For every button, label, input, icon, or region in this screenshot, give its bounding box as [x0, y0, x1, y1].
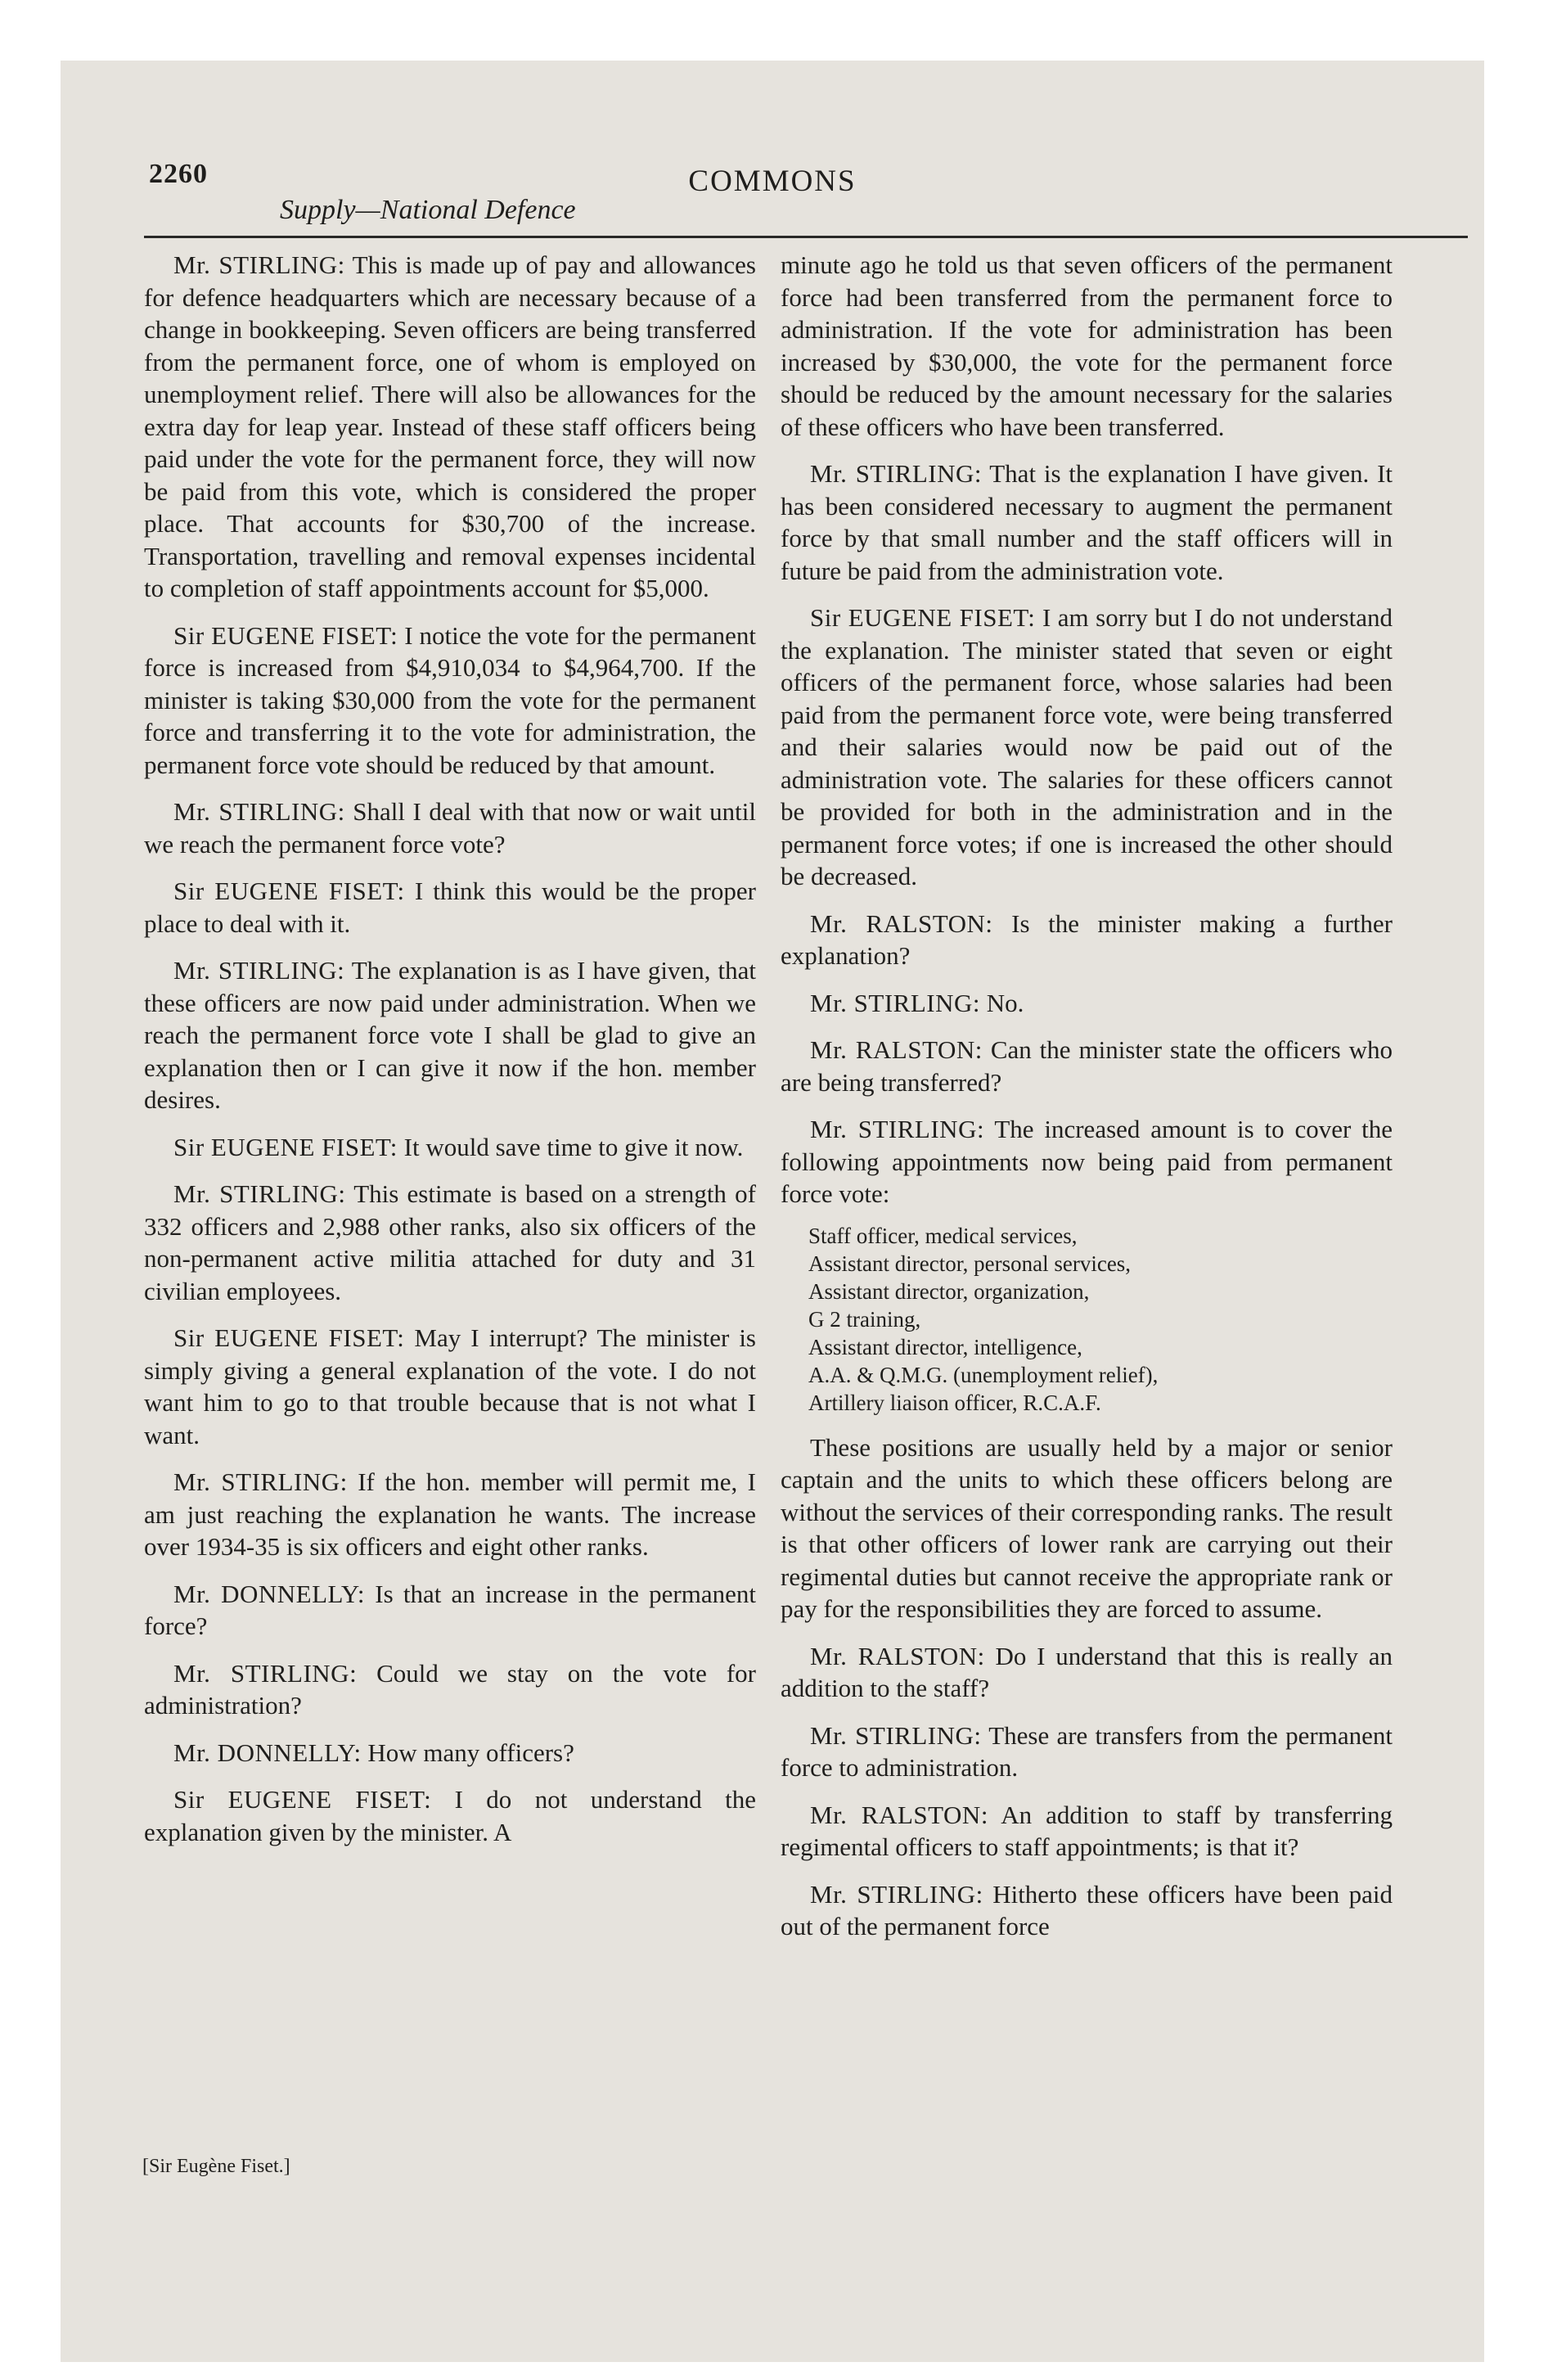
- header-rule: [144, 236, 1468, 238]
- list-item: A.A. & Q.M.G. (unemployment relief),: [808, 1362, 1159, 1387]
- speaker-name: Sir EUGENE FISET:: [810, 603, 1036, 632]
- speech-text: Can the minister state the officers who are being transferred?: [781, 1035, 1393, 1097]
- speech-text: This is made up of pay and allowances for defence headquarters which are necessary because of a change in bookkeeping. Seven officers are being transferred from the permanent force, one of whom is employed on unemployment relief. There will also be allowances for the extra day for leap year. Instead of these staff officers being paid under the vote for the permanent force, they will now be paid from this vote, which is considered the proper place. That accounts for $30,700 of the increase. Transportation, travelling and removal expenses incidental to completion of staff appointments account for $5,000.: [144, 250, 756, 602]
- speech-text: Hitherto these officers have been paid out of the permanent force: [781, 1879, 1393, 1941]
- paragraph: [144, 875, 756, 940]
- paragraph: [144, 620, 756, 782]
- speaker-name: Mr. RALSTON:: [810, 908, 993, 938]
- paragraph: [144, 1322, 756, 1451]
- speech-text: I think this would be the proper place to deal with it.: [144, 877, 756, 938]
- paragraph: [144, 1466, 756, 1563]
- list-item: Artillery liaison officer, R.C.A.F.: [808, 1390, 1101, 1415]
- continuation-paragraph: minute ago he told us that seven officers of the permanent force had been transferred from the permanent force to administration. If the vote for administration has been increased by $30,000, the vote for the permanent force should be reduced by the amount necessary for the salaries of these officers who have been transferred.: [781, 250, 1393, 441]
- speech-text: It would save time to give it now.: [403, 1132, 744, 1161]
- paragraph: [781, 1878, 1393, 1943]
- speaker-name: Mr. RALSTON:: [810, 1641, 985, 1670]
- speaker-name: Mr. RALSTON:: [810, 1800, 988, 1829]
- speech-text: Could we stay on the vote for administration?: [144, 1658, 757, 1720]
- speech-text: These are transfers from the permanent force to administration.: [781, 1720, 1393, 1782]
- speech-text: May I interrupt? The minister is simply giving a general explanation of the vote. I do not want him to go to that trouble because that is not what I want.: [144, 1323, 757, 1449]
- footer-note: [Sir Eugène Fiset.]: [142, 2156, 290, 2177]
- paragraph: [781, 1640, 1393, 1705]
- paragraph: [144, 1131, 756, 1164]
- left-column: [144, 249, 756, 1863]
- list-item: Assistant director, organization,: [808, 1278, 1090, 1304]
- speaker-name: Mr. STIRLING:: [173, 1467, 348, 1496]
- speech-text: Shall I deal with that now or wait until we reach the permanent force vote?: [144, 797, 757, 859]
- speaker-name: Mr. STIRLING:: [810, 988, 980, 1017]
- speaker-name: Mr. STIRLING:: [810, 1879, 983, 1909]
- paragraph: [781, 1113, 1393, 1210]
- speaker-name: Mr. STIRLING:: [173, 797, 345, 826]
- speaker-name: Mr. STIRLING:: [810, 459, 983, 488]
- speech-text: I do not understand the explanation given by the minister. A: [144, 1785, 757, 1846]
- section-title: Supply—National Defence: [280, 195, 576, 225]
- paragraph: [781, 602, 1393, 893]
- speech-text: Is the minister making a further explanation?: [781, 908, 1393, 970]
- paragraph: [144, 954, 756, 1116]
- speaker-name: Mr. STIRLING:: [173, 1658, 358, 1688]
- speech-text: I notice the vote for the permanent force is increased from $4,910,034 to $4,964,700. If the minister is taking $30,000 from the vote for the permanent force and transferring it to the vote for administration, the permanent force vote should be reduced by that amount.: [144, 620, 756, 779]
- paragraph: [144, 1737, 756, 1769]
- speaker-name: Sir EUGENE FISET:: [173, 1132, 398, 1161]
- list-item: Assistant director, intelligence,: [808, 1334, 1082, 1359]
- speaker-name: Sir EUGENE FISET:: [173, 877, 405, 905]
- paragraph: [144, 249, 756, 605]
- paragraph: [144, 796, 756, 860]
- paragraph: [781, 1720, 1393, 1784]
- speaker-name: Sir EUGENE FISET:: [173, 1323, 405, 1352]
- paragraph: [144, 1578, 756, 1643]
- speech-text: This estimate is based on a strength of 332 officers and 2,988 other ranks, also six officers of the non-permanent active militia attached for duty and 31 civilian employees.: [144, 1179, 756, 1305]
- speaker-name: Mr. DONNELLY:: [173, 1579, 366, 1608]
- speech-text: No.: [986, 988, 1024, 1017]
- paragraph: [781, 458, 1393, 587]
- speaker-name: Sir EUGENE FISET:: [173, 620, 398, 650]
- speech-text: An addition to staff by transferring regimental officers to staff appointments; is that it?: [781, 1800, 1393, 1861]
- paragraph: [144, 1178, 756, 1307]
- speech-text: Is that an increase in the permanent force?: [144, 1579, 756, 1640]
- speech-text: The increased amount is to cover the following appointments now being paid from permanent force vote:: [781, 1115, 1393, 1208]
- speaker-name: Mr. STIRLING:: [173, 956, 345, 985]
- paragraph: [781, 1034, 1393, 1098]
- list-item: Assistant director, personal services,: [808, 1251, 1132, 1276]
- speech-text: Do I understand that this is really an addition to the staff?: [781, 1641, 1393, 1702]
- page-number: 2260: [149, 159, 208, 189]
- speech-text: If the hon. member will permit me, I am just reaching the explanation he wants. The increase over 1934-35 is six officers and eight other ranks.: [144, 1467, 757, 1561]
- speaker-name: Sir EUGENE FISET:: [173, 1785, 432, 1814]
- speaker-name: Mr. STIRLING:: [173, 1179, 346, 1208]
- speaker-name: Mr. STIRLING:: [810, 1720, 982, 1750]
- paragraph: [781, 987, 1393, 1020]
- paragraph: [144, 1657, 756, 1722]
- right-column: [781, 249, 1393, 1958]
- paragraph: These positions are usually held by a major or senior captain and the units to which these officers belong are without the services of their corresponding ranks. The result is that other officers of lower rank are carrying out their regimental duties but cannot receive the appropriate rank or pay for the responsibilities they are forced to assume.: [781, 1432, 1393, 1623]
- paragraph: [144, 1783, 756, 1848]
- list-item: Staff officer, medical services,: [808, 1223, 1078, 1248]
- speaker-name: Mr. STIRLING:: [173, 250, 345, 279]
- speaker-name: Mr. RALSTON:: [810, 1035, 983, 1064]
- list-item: G 2 training,: [808, 1306, 921, 1332]
- speech-text: I am sorry but I do not understand the explanation. The minister stated that seven or eight officers of the permanent force, whose salaries had been paid from the permanent force vote, were being transferred and their salaries would now be paid out of the administration vote. The salaries for these officers cannot be provided for both in the administration and in the permanent force votes; if one is increased the other should be decreased.: [781, 603, 1393, 890]
- speaker-name: Mr. DONNELLY:: [173, 1738, 362, 1767]
- appointments-list: [808, 1222, 1393, 1417]
- speech-text: The explanation is as I have given, that these officers are now paid under administration. When we reach the permanent force vote I shall be glad to give an explanation then or I can give it now if the hon. member desires.: [144, 956, 757, 1114]
- page-header: [61, 61, 1484, 241]
- speaker-name: Mr. STIRLING:: [810, 1115, 985, 1143]
- paragraph: [781, 908, 1393, 972]
- speech-text: That is the explanation I have given. It has been considered necessary to augment the permanent force by that small number and the staff officers will in future be paid from the administration vote.: [781, 459, 1393, 585]
- paragraph: [781, 1799, 1393, 1864]
- speech-text: How many officers?: [367, 1738, 574, 1767]
- running-head: COMMONS: [688, 165, 857, 198]
- page: [61, 61, 1484, 2362]
